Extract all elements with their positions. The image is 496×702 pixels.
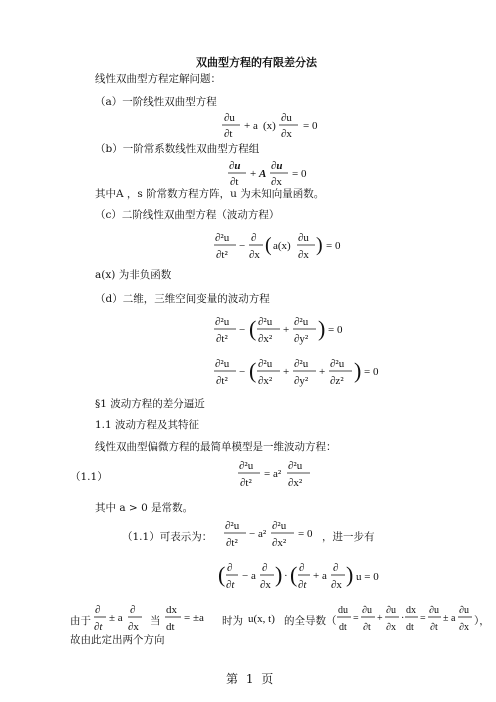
svg-text:∂u: ∂u xyxy=(362,605,372,616)
svg-text:∂x²: ∂x² xyxy=(272,537,287,549)
equation-c xyxy=(212,228,362,264)
svg-text:·: · xyxy=(401,613,405,624)
svg-text:=: = xyxy=(420,613,426,624)
svg-text:± a: ± a xyxy=(109,612,123,624)
total-derivative-expression xyxy=(336,600,476,636)
svg-text:dt: dt xyxy=(406,622,414,633)
svg-text:∂²u: ∂²u xyxy=(288,460,303,472)
svg-text:∂x: ∂x xyxy=(386,622,396,633)
svg-text:dt: dt xyxy=(166,621,175,633)
svg-text:∂²u: ∂²u xyxy=(294,358,309,370)
item-c-heading: （c）二阶线性双曲型方程（波动方程） xyxy=(95,209,280,221)
svg-text:+: + xyxy=(283,366,290,378)
svg-text:∂x: ∂x xyxy=(128,621,139,633)
svg-text:∂t: ∂t xyxy=(94,621,103,633)
equation-rewritten xyxy=(222,516,324,552)
svg-text:∂u: ∂u xyxy=(281,112,292,124)
svg-text:(x): (x) xyxy=(263,120,276,132)
can-be-written-text: （1.1）可表示为： xyxy=(122,531,213,543)
svg-text:∂x²: ∂x² xyxy=(258,375,273,387)
svg-text:): ) xyxy=(354,358,362,383)
svg-text:u = 0: u = 0 xyxy=(356,571,379,583)
svg-text:∂u: ∂u xyxy=(429,605,439,616)
svg-text:−: − xyxy=(239,324,246,336)
svg-text:∂x: ∂x xyxy=(249,249,260,261)
svg-text:): ) xyxy=(316,234,323,256)
item-b-note: 其中A ，s 阶常数方程方阵，u 为未知向量函数。 xyxy=(95,188,325,200)
svg-text:∂²u: ∂²u xyxy=(294,316,309,328)
equation-factored-tail xyxy=(356,568,390,588)
section-1-1-heading: 1.1 波动方程及其特征 xyxy=(95,419,200,431)
svg-text:−: − xyxy=(239,366,246,378)
svg-text:∂x²: ∂x² xyxy=(288,477,303,489)
full-derivative-text: 的全导数（ xyxy=(284,615,337,627)
svg-text:∂²u: ∂²u xyxy=(225,520,240,532)
svg-text:A: A xyxy=(259,168,267,180)
intro-text: 线性双曲型方程定解问题： xyxy=(95,73,221,85)
svg-text:= 0: = 0 xyxy=(326,240,341,252)
svg-text:∂t: ∂t xyxy=(230,176,239,188)
svg-text:∂t: ∂t xyxy=(430,622,438,633)
svg-text:a(x): a(x) xyxy=(273,240,291,252)
simplest-model-text: 线性双曲型偏微方程的最简单模型是一维波动方程： xyxy=(95,441,337,453)
svg-text:∂t²: ∂t² xyxy=(216,249,228,261)
svg-text:): ) xyxy=(275,562,283,587)
svg-text:(: ( xyxy=(218,562,226,587)
item-a-heading: （a）一阶线性双曲型方程 xyxy=(95,96,217,108)
svg-text:+: + xyxy=(250,168,257,180)
equation-d-2d xyxy=(212,312,352,348)
svg-text:(: ( xyxy=(249,358,257,383)
svg-text:∂x: ∂x xyxy=(298,249,309,261)
svg-text:∂y²: ∂y² xyxy=(294,375,309,387)
since-prefix: 由于 xyxy=(70,615,91,627)
svg-text:∂u: ∂u xyxy=(298,232,309,244)
svg-text:dt: dt xyxy=(339,622,347,633)
svg-text:∂u: ∂u xyxy=(459,605,469,616)
svg-text:u(x, t): u(x, t) xyxy=(248,613,275,625)
operator-expression xyxy=(92,600,150,636)
svg-text:∂t: ∂t xyxy=(363,622,371,633)
svg-text:∂²u: ∂²u xyxy=(258,358,273,370)
svg-text:du: du xyxy=(338,605,348,616)
closing-text: ）， xyxy=(474,615,490,627)
svg-text:∂u: ∂u xyxy=(271,160,283,172)
svg-text:∂²u: ∂²u xyxy=(258,316,273,328)
svg-text:∂x: ∂x xyxy=(260,579,271,591)
svg-text:∂²u: ∂²u xyxy=(215,232,230,244)
svg-text:= 0: = 0 xyxy=(298,528,313,540)
svg-text:= 0: = 0 xyxy=(292,168,307,180)
svg-text:− a: − a xyxy=(242,570,256,582)
svg-text:= ±a: = ±a xyxy=(184,612,204,624)
svg-text:dx: dx xyxy=(406,605,416,616)
svg-text:∂t²: ∂t² xyxy=(226,537,238,549)
svg-text:∂: ∂ xyxy=(333,562,339,574)
svg-text:− a²: − a² xyxy=(249,528,267,540)
item-c-note: a(x) 为非负函数 xyxy=(95,269,172,281)
svg-text:∂: ∂ xyxy=(299,562,305,574)
svg-text:∂²u: ∂²u xyxy=(330,358,345,370)
section-1-heading: §1 波动方程的差分逼近 xyxy=(95,398,205,410)
svg-text:∂: ∂ xyxy=(95,604,101,616)
two-directions-text: 故由此定出两个方向 xyxy=(70,634,165,646)
svg-text:= 0: = 0 xyxy=(303,120,318,132)
svg-text:): ) xyxy=(346,562,354,587)
svg-text:−: − xyxy=(239,240,246,252)
svg-text:∂²u: ∂²u xyxy=(215,358,230,370)
equation-1-1 xyxy=(236,456,322,492)
svg-text:=: = xyxy=(353,613,359,624)
svg-text:∂x: ∂x xyxy=(281,128,292,140)
svg-text:+: + xyxy=(319,366,326,378)
svg-text:∂t: ∂t xyxy=(224,128,233,140)
svg-text:): ) xyxy=(318,316,326,341)
svg-text:∂x: ∂x xyxy=(271,176,282,188)
since-mid2: 时为 xyxy=(222,615,243,627)
svg-text:∂²u: ∂²u xyxy=(239,460,254,472)
svg-text:+ a: + a xyxy=(244,120,258,132)
svg-text:·: · xyxy=(284,570,288,582)
equation-b xyxy=(226,156,326,190)
characteristic-expression xyxy=(163,600,223,636)
svg-text:∂y²: ∂y² xyxy=(294,333,309,345)
svg-text:∂t²: ∂t² xyxy=(240,477,252,489)
equation-factored xyxy=(218,558,358,596)
svg-text:(: ( xyxy=(249,316,257,341)
equation-a xyxy=(220,108,340,142)
item-b-heading: （b）一阶常系数线性双曲型方程组 xyxy=(95,143,260,155)
svg-text:∂u: ∂u xyxy=(224,112,235,124)
page-title: 双曲型方程的有限差分法 xyxy=(196,56,317,69)
svg-text:∂t²: ∂t² xyxy=(216,333,228,345)
svg-text:∂x²: ∂x² xyxy=(258,333,273,345)
a-constant-text: 其中 a > 0 是常数。 xyxy=(95,502,194,514)
svg-text:∂z²: ∂z² xyxy=(330,375,344,387)
svg-text:∂t²: ∂t² xyxy=(216,375,228,387)
svg-text:dx: dx xyxy=(166,604,177,616)
page-footer: 第 1 页 xyxy=(226,672,276,686)
svg-text:∂t: ∂t xyxy=(226,579,235,591)
item-d-heading: （d）二维，三维空间变量的波动方程 xyxy=(95,293,270,305)
svg-text:∂: ∂ xyxy=(262,562,268,574)
svg-text:+ a: + a xyxy=(313,570,327,582)
equation-number: （1.1） xyxy=(70,471,108,483)
svg-text:+: + xyxy=(283,324,290,336)
svg-text:∂x: ∂x xyxy=(459,622,469,633)
svg-text:(: ( xyxy=(265,234,272,256)
svg-text:∂: ∂ xyxy=(130,604,136,616)
svg-text:+: + xyxy=(377,613,383,624)
since-mid: 当 xyxy=(150,615,161,627)
svg-text:= 0: = 0 xyxy=(364,366,379,378)
svg-text:∂: ∂ xyxy=(251,232,257,244)
svg-text:∂t: ∂t xyxy=(298,579,307,591)
svg-text:∂²u: ∂²u xyxy=(215,316,230,328)
svg-text:∂: ∂ xyxy=(227,562,233,574)
equation-d-3d xyxy=(212,354,388,390)
svg-text:∂x: ∂x xyxy=(331,579,342,591)
svg-text:∂u: ∂u xyxy=(386,605,396,616)
svg-text:= 0: = 0 xyxy=(328,324,343,336)
svg-text:∂²u: ∂²u xyxy=(272,520,287,532)
further-text: ，进一步有 xyxy=(322,531,375,543)
svg-text:= a²: = a² xyxy=(264,468,282,480)
svg-text:∂u: ∂u xyxy=(229,160,241,172)
svg-text:(: ( xyxy=(290,562,298,587)
svg-text:± a: ± a xyxy=(443,613,456,624)
